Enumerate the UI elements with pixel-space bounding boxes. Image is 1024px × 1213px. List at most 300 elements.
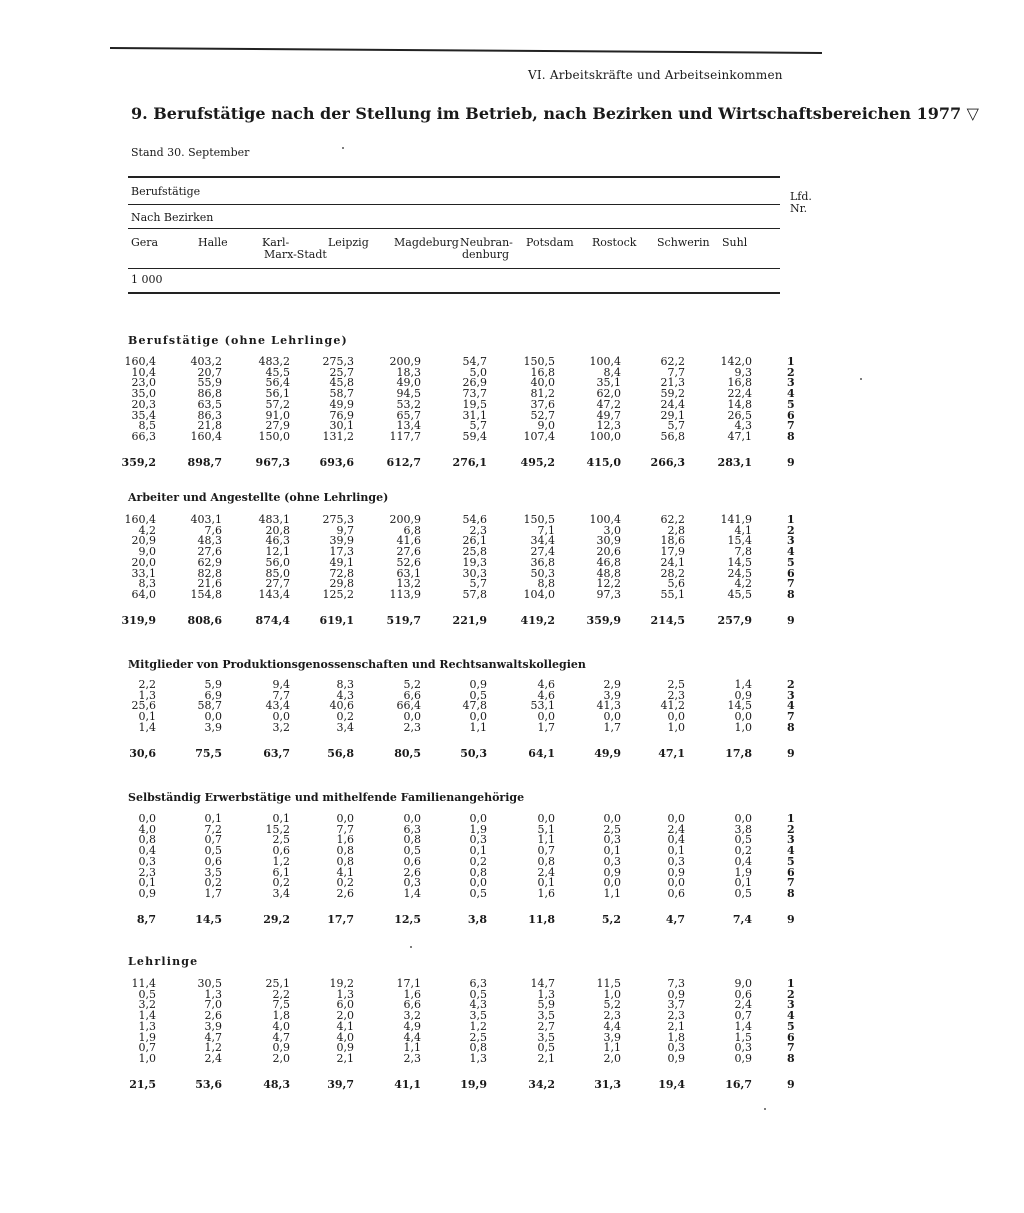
table-cell: 7,7	[667, 365, 685, 379]
table-cell: 1,1	[469, 720, 487, 734]
table-cell: 4,3	[469, 998, 487, 1012]
table-cell: 2,2	[272, 987, 290, 1001]
column-header-line: Suhl	[722, 236, 748, 249]
row-number: 5	[787, 397, 795, 411]
table-cell: 10,4	[131, 365, 156, 379]
table-cell: 0,0	[734, 710, 752, 724]
row-number: 4	[787, 1009, 795, 1023]
table-cell: 0,5	[469, 688, 487, 702]
row-number: 8	[787, 587, 795, 601]
table-cell: 40,0	[530, 376, 555, 390]
table-cell: 0,9	[272, 1041, 290, 1055]
table-cell: 0,0	[537, 812, 555, 825]
column-header	[198, 237, 228, 249]
table-cell: 3,0	[603, 523, 621, 537]
table-cell: 4,3	[734, 419, 752, 433]
total-cell: 47,1	[658, 746, 685, 760]
table-cell: 3,9	[204, 1019, 222, 1033]
table-cell: 13,2	[396, 577, 421, 591]
lfd-label: Lfd.	[790, 190, 812, 203]
table-cell: 31,1	[462, 408, 487, 422]
table-cell: 4,0	[272, 1019, 290, 1033]
table-cell: 62,2	[660, 355, 685, 368]
table-cell: 2,5	[469, 1030, 487, 1044]
total-cell: 41,1	[394, 1077, 421, 1091]
table-cell: 0,1	[204, 812, 222, 825]
row-number: 2	[787, 365, 795, 379]
table-cell: 7,8	[734, 545, 752, 559]
table-cell: 2,9	[603, 678, 621, 691]
table-cell: 2,8	[667, 523, 685, 537]
table-cell: 0,6	[403, 854, 421, 868]
unit-label: 1 000	[131, 273, 163, 286]
table-cell: 0,6	[667, 886, 685, 900]
table-cell: 4,7	[204, 1030, 222, 1044]
table-cell: 0,5	[469, 987, 487, 1001]
table-cell: 0,0	[667, 710, 685, 724]
table-cell: 20,6	[596, 545, 621, 559]
total-cell: 693,6	[319, 455, 354, 469]
total-cell: 31,3	[594, 1077, 621, 1091]
table-cell: 15,4	[727, 534, 752, 548]
table-cell: 4,4	[603, 1019, 621, 1033]
column-header	[657, 237, 710, 249]
table-cell: 73,7	[462, 387, 487, 401]
total-cell: 495,2	[520, 455, 555, 469]
table-cell: 1,1	[603, 886, 621, 900]
table-cell: 100,4	[589, 513, 621, 526]
row-number: 9	[787, 613, 795, 627]
table-cell: 1,0	[603, 987, 621, 1001]
table-cell: 39,9	[329, 534, 354, 548]
table-cell: 0,8	[469, 865, 487, 879]
page-title: 9. Berufstätige nach der Stellung im Betrieb, nach Bezirken und Wirtschaftsbereichen 1977 ▽	[131, 104, 979, 123]
table-cell: 2,3	[469, 523, 487, 537]
total-cell: 75,5	[195, 746, 222, 760]
table-cell: 2,3	[403, 720, 421, 734]
table-cell: 0,9	[667, 987, 685, 1001]
table-cell: 1,1	[403, 1041, 421, 1055]
table-cell: 0,0	[469, 710, 487, 724]
table-cell: 0,0	[336, 812, 354, 825]
row-number: 9	[787, 746, 795, 760]
table-cell: 6,3	[403, 822, 421, 836]
total-cell: 415,0	[586, 455, 621, 469]
table-cell: 0,7	[537, 844, 555, 858]
table-cell: 11,5	[596, 977, 621, 990]
table-cell: 85,0	[265, 566, 290, 580]
table-cell: 4,2	[138, 523, 156, 537]
table-cell: 29,8	[329, 577, 354, 591]
scan-speck	[410, 946, 412, 948]
table-cell: 150,5	[523, 355, 555, 368]
row-number: 6	[787, 1030, 795, 1044]
table-cell: 14,5	[727, 555, 752, 569]
column-header-line: Potsdam	[526, 236, 574, 249]
table-cell: 21,8	[197, 419, 222, 433]
table-cell: 0,5	[734, 833, 752, 847]
table-cell: 1,1	[537, 833, 555, 847]
table-cell: 1,0	[138, 1051, 156, 1065]
total-cell: 39,7	[327, 1077, 354, 1091]
table-cell: 0,1	[138, 876, 156, 890]
column-header-line: Gera	[131, 236, 159, 249]
header-rule-3	[128, 228, 780, 229]
table-cell: 0,9	[603, 865, 621, 879]
table-cell: 7,6	[204, 523, 222, 537]
table-cell: 0,6	[272, 844, 290, 858]
table-cell: 49,1	[329, 555, 354, 569]
table-cell: 150,5	[523, 513, 555, 526]
total-cell: 56,8	[327, 746, 354, 760]
table-cell: 0,3	[403, 876, 421, 890]
table-cell: 49,0	[396, 376, 421, 390]
table-cell: 403,1	[190, 513, 222, 526]
table-cell: 0,8	[537, 854, 555, 868]
table-cell: 64,0	[131, 587, 156, 601]
table-cell: 36,8	[530, 555, 555, 569]
table-cell: 0,8	[138, 833, 156, 847]
table-cell: 0,6	[204, 854, 222, 868]
table-cell: 3,8	[734, 822, 752, 836]
table-cell: 1,3	[138, 1019, 156, 1033]
table-cell: 12,1	[265, 545, 290, 559]
table-cell: 56,1	[265, 387, 290, 401]
table-cell: 0,0	[138, 812, 156, 825]
table-cell: 20,3	[131, 397, 156, 411]
row-number: 3	[787, 534, 795, 548]
table-cell: 45,5	[727, 587, 752, 601]
total-cell: 19,4	[658, 1077, 685, 1091]
row-number: 5	[787, 854, 795, 868]
table-cell: 4,0	[336, 1030, 354, 1044]
table-cell: 41,6	[396, 534, 421, 548]
column-header-line: Leipzig	[328, 236, 369, 249]
total-cell: 221,9	[452, 613, 487, 627]
table-cell: 48,3	[197, 534, 222, 548]
table-cell: 2,3	[667, 1009, 685, 1023]
table-cell: 30,3	[462, 566, 487, 580]
total-cell: 276,1	[452, 455, 487, 469]
table-cell: 160,4	[124, 513, 156, 526]
table-cell: 20,8	[265, 523, 290, 537]
table-cell: 14,7	[530, 977, 555, 990]
table-cell: 53,1	[530, 699, 555, 713]
row-number: 7	[787, 419, 795, 433]
column-header-line: Neubran-	[460, 236, 513, 249]
table-cell: 3,2	[272, 720, 290, 734]
table-cell: 0,9	[667, 865, 685, 879]
table-cell: 17,1	[396, 977, 421, 990]
total-cell: 8,7	[136, 912, 156, 926]
total-cell: 16,7	[725, 1077, 752, 1091]
total-cell: 283,1	[717, 455, 752, 469]
table-cell: 0,1	[667, 844, 685, 858]
table-cell: 24,4	[660, 397, 685, 411]
table-cell: 0,0	[403, 710, 421, 724]
table-cell: 19,3	[462, 555, 487, 569]
total-cell: 50,3	[460, 746, 487, 760]
table-cell: 62,2	[660, 513, 685, 526]
table-cell: 15,2	[265, 822, 290, 836]
table-cell: 2,0	[336, 1009, 354, 1023]
table-cell: 0,0	[603, 710, 621, 724]
column-header-line: Magdeburg	[394, 236, 459, 249]
table-cell: 0,3	[603, 833, 621, 847]
table-cell: 16,8	[530, 365, 555, 379]
row-number: 8	[787, 886, 795, 900]
table-cell: 4,1	[336, 865, 354, 879]
table-cell: 6,8	[403, 523, 421, 537]
table-cell: 91,0	[265, 408, 290, 422]
table-cell: 8,3	[336, 678, 354, 691]
table-cell: 8,5	[138, 419, 156, 433]
total-cell: 319,9	[121, 613, 156, 627]
total-cell: 21,5	[129, 1077, 156, 1091]
table-cell: 6,9	[204, 688, 222, 702]
table-cell: 40,6	[329, 699, 354, 713]
table-cell: 0,3	[469, 833, 487, 847]
nach-bezirken-label: Nach Bezirken	[131, 211, 214, 224]
table-cell: 66,4	[396, 699, 421, 713]
table-cell: 58,7	[329, 387, 354, 401]
table-cell: 4,1	[734, 523, 752, 537]
row-number: 6	[787, 408, 795, 422]
table-cell: 2,5	[272, 833, 290, 847]
table-cell: 2,4	[667, 822, 685, 836]
table-cell: 1,4	[138, 720, 156, 734]
row-number: 2	[787, 523, 795, 537]
table-cell: 27,9	[265, 419, 290, 433]
table-cell: 76,9	[329, 408, 354, 422]
table-cell: 7,7	[272, 688, 290, 702]
total-cell: 619,1	[319, 613, 354, 627]
total-cell: 967,3	[255, 455, 290, 469]
table-cell: 0,7	[204, 833, 222, 847]
column-header	[722, 237, 747, 249]
table-cell: 34,4	[530, 534, 555, 548]
table-cell: 6,3	[469, 977, 487, 990]
table-cell: 141,9	[720, 513, 752, 526]
table-cell: 5,6	[667, 577, 685, 591]
total-cell: 4,7	[665, 912, 685, 926]
table-cell: 2,4	[204, 1051, 222, 1065]
section-title: Selbständig Erwerbstätige und mithelfende Familienangehörige	[128, 791, 525, 804]
table-cell: 26,5	[727, 408, 752, 422]
table-cell: 0,0	[403, 812, 421, 825]
table-cell: 94,5	[396, 387, 421, 401]
table-cell: 6,6	[403, 998, 421, 1012]
total-cell: 53,6	[195, 1077, 222, 1091]
row-number: 4	[787, 844, 795, 858]
table-cell: 57,8	[462, 587, 487, 601]
table-cell: 1,9	[138, 1030, 156, 1044]
total-cell: 63,7	[263, 746, 290, 760]
table-cell: 2,0	[272, 1051, 290, 1065]
table-cell: 2,0	[603, 1051, 621, 1065]
table-cell: 131,2	[322, 429, 354, 443]
total-cell: 359,9	[586, 613, 621, 627]
table-cell: 0,2	[469, 854, 487, 868]
table-cell: 1,6	[537, 886, 555, 900]
table-cell: 26,9	[462, 376, 487, 390]
table-cell: 7,2	[204, 822, 222, 836]
table-cell: 63,5	[197, 397, 222, 411]
table-cell: 5,7	[469, 577, 487, 591]
table-cell: 0,8	[403, 833, 421, 847]
table-cell: 41,2	[660, 699, 685, 713]
table-cell: 55,9	[197, 376, 222, 390]
table-cell: 0,7	[138, 1041, 156, 1055]
total-cell: 80,5	[394, 746, 421, 760]
table-cell: 1,3	[204, 987, 222, 1001]
column-header	[328, 237, 369, 249]
table-cell: 113,9	[389, 587, 421, 601]
table-cell: 0,5	[204, 844, 222, 858]
table-cell: 23,0	[131, 376, 156, 390]
table-cell: 4,9	[403, 1019, 421, 1033]
table-cell: 9,3	[734, 365, 752, 379]
table-cell: 3,9	[204, 720, 222, 734]
table-cell: 59,4	[462, 429, 487, 443]
table-cell: 0,5	[734, 886, 752, 900]
table-cell: 2,2	[138, 678, 156, 691]
total-cell: 17,7	[327, 912, 354, 926]
table-cell: 12,3	[596, 419, 621, 433]
table-cell: 9,7	[336, 523, 354, 537]
table-cell: 0,3	[603, 854, 621, 868]
table-cell: 45,8	[329, 376, 354, 390]
table-cell: 35,0	[131, 387, 156, 401]
total-cell: 30,6	[129, 746, 156, 760]
table-cell: 1,9	[734, 865, 752, 879]
table-cell: 4,6	[537, 678, 555, 691]
section-title: Lehrlinge	[128, 955, 199, 968]
table-cell: 1,0	[734, 720, 752, 734]
total-cell: 29,2	[263, 912, 290, 926]
table-cell: 43,4	[265, 699, 290, 713]
table-cell: 48,8	[596, 566, 621, 580]
row-number: 7	[787, 710, 795, 724]
table-cell: 4,1	[336, 1019, 354, 1033]
table-cell: 49,7	[596, 408, 621, 422]
table-cell: 0,8	[469, 1041, 487, 1055]
table-cell: 200,9	[389, 513, 421, 526]
table-cell: 56,8	[660, 429, 685, 443]
table-cell: 107,4	[523, 429, 555, 443]
table-cell: 52,6	[396, 555, 421, 569]
table-cell: 2,1	[667, 1019, 685, 1033]
table-cell: 30,5	[197, 977, 222, 990]
table-cell: 1,3	[336, 987, 354, 1001]
row-number: 7	[787, 1041, 795, 1055]
table-cell: 0,4	[667, 833, 685, 847]
table-cell: 160,4	[190, 429, 222, 443]
table-cell: 63,1	[396, 566, 421, 580]
table-cell: 0,3	[138, 854, 156, 868]
table-cell: 0,1	[138, 710, 156, 724]
header-rule-1	[128, 176, 780, 178]
table-cell: 0,9	[667, 1051, 685, 1065]
table-cell: 26,1	[462, 534, 487, 548]
table-cell: 3,2	[403, 1009, 421, 1023]
table-cell: 49,9	[329, 397, 354, 411]
table-cell: 14,5	[727, 699, 752, 713]
total-cell: 48,3	[263, 1077, 290, 1091]
table-cell: 1,9	[469, 822, 487, 836]
table-cell: 82,8	[197, 566, 222, 580]
table-cell: 1,2	[204, 1041, 222, 1055]
table-cell: 20,7	[197, 365, 222, 379]
table-cell: 86,3	[197, 408, 222, 422]
table-cell: 2,3	[603, 1009, 621, 1023]
table-cell: 1,7	[204, 886, 222, 900]
table-cell: 0,8	[336, 854, 354, 868]
table-cell: 1,4	[138, 1009, 156, 1023]
table-cell: 2,4	[734, 998, 752, 1012]
table-cell: 5,9	[537, 998, 555, 1012]
table-cell: 97,3	[596, 587, 621, 601]
row-number: 4	[787, 387, 795, 401]
row-number: 3	[787, 998, 795, 1012]
total-cell: 266,3	[650, 455, 685, 469]
table-cell: 1,1	[603, 1041, 621, 1055]
table-cell: 2,3	[403, 1051, 421, 1065]
header-rule-2	[128, 204, 780, 205]
total-cell: 34,2	[528, 1077, 555, 1091]
total-cell: 359,2	[121, 455, 156, 469]
table-cell: 9,4	[272, 678, 290, 691]
row-number: 4	[787, 545, 795, 559]
table-cell: 0,7	[734, 1009, 752, 1023]
column-header	[131, 237, 158, 249]
table-cell: 8,8	[537, 577, 555, 591]
table-cell: 6,0	[336, 998, 354, 1012]
table-cell: 125,2	[322, 587, 354, 601]
table-cell: 0,4	[734, 854, 752, 868]
row-number: 1	[787, 513, 795, 526]
table-cell: 27,7	[265, 577, 290, 591]
table-cell: 100,0	[589, 429, 621, 443]
table-cell: 0,1	[603, 844, 621, 858]
table-cell: 0,9	[336, 1041, 354, 1055]
table-cell: 2,5	[603, 822, 621, 836]
table-cell: 3,9	[603, 688, 621, 702]
total-cell: 5,2	[601, 912, 621, 926]
table-cell: 7,1	[537, 523, 555, 537]
table-cell: 3,9	[603, 1030, 621, 1044]
table-cell: 27,6	[396, 545, 421, 559]
total-cell: 3,8	[467, 912, 487, 926]
table-cell: 2,3	[667, 688, 685, 702]
table-cell: 143,4	[258, 587, 290, 601]
table-cell: 0,9	[469, 678, 487, 691]
table-cell: 1,0	[667, 720, 685, 734]
table-cell: 0,2	[336, 876, 354, 890]
total-cell: 12,5	[394, 912, 421, 926]
page-header: VI. Arbeitskräfte und Arbeitseinkommen	[528, 68, 783, 82]
table-cell: 4,4	[403, 1030, 421, 1044]
header-rule-4	[128, 268, 780, 269]
table-cell: 0,9	[734, 688, 752, 702]
table-cell: 86,8	[197, 387, 222, 401]
table-cell: 35,1	[596, 376, 621, 390]
table-cell: 25,1	[265, 977, 290, 990]
table-cell: 21,3	[660, 376, 685, 390]
row-number: 3	[787, 376, 795, 390]
table-cell: 5,1	[537, 822, 555, 836]
table-cell: 275,3	[322, 355, 354, 368]
